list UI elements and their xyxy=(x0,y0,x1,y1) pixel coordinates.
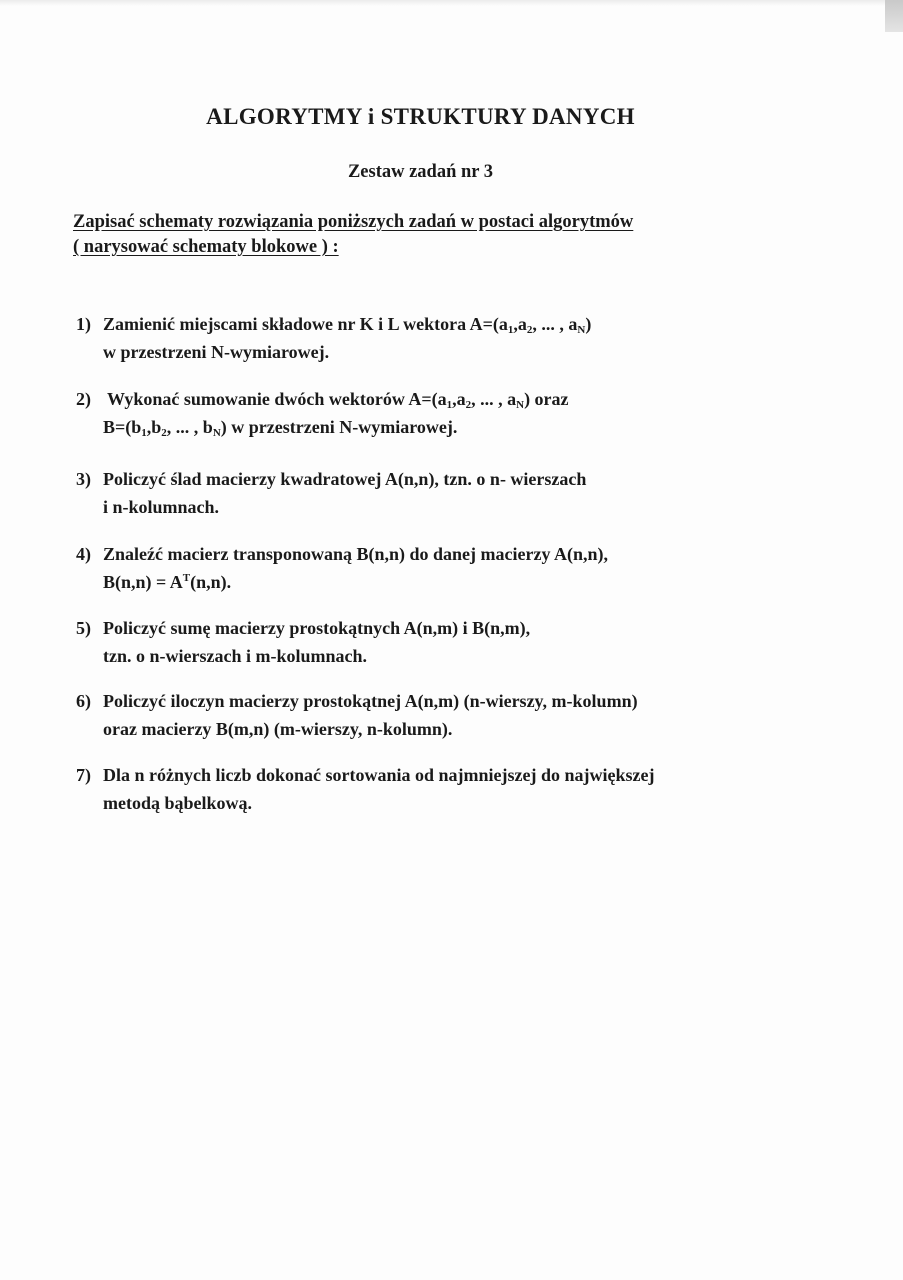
task-line-1: Dla n różnych liczb dokonać sortowania od najmniejszej do największej xyxy=(103,765,655,785)
task-line-2: tzn. o n-wierszach i m-kolumnach. xyxy=(103,646,367,666)
task-number: 5) xyxy=(76,618,91,638)
task-number: 6) xyxy=(76,691,91,711)
task-1 xyxy=(76,310,796,366)
task-line-2: metodą bąbelkową. xyxy=(103,793,253,813)
task-4 xyxy=(76,540,796,596)
task-line-1: Zamienić miejscami składowe nr K i L wektora $A=(a_1,a_2$, ... , $a_N$) xyxy=(103,314,592,336)
task-number: 3) xyxy=(76,469,91,489)
task-line-2: oraz macierzy B(m,n) (m-wierszy, n-kolumn). xyxy=(103,719,453,739)
task-2 xyxy=(76,385,796,441)
task-6 xyxy=(76,687,796,743)
task-number: 7) xyxy=(76,765,91,785)
task-line-2: $B=(b_1,b_2$, ... , $b_N$) w przestrzeni N-wymiarowej. xyxy=(103,417,458,439)
scan-shadow-top xyxy=(0,0,885,6)
task-line-1: Policzyć ślad macierzy kwadratowej A(n,n), tzn. o n- wierszach xyxy=(103,469,587,489)
instruction-line-1: Zapisać schematy rozwiązania poniższych zadań w postaci algorytmów xyxy=(73,212,634,232)
task-5 xyxy=(76,614,796,670)
instruction-text xyxy=(73,210,773,260)
task-number: 1) xyxy=(76,314,91,334)
document-subtitle: Zestaw zadań nr 3 xyxy=(347,162,494,182)
task-number: 4) xyxy=(76,544,91,564)
instruction-line-2: ( narysować schematy blokowe ) : xyxy=(73,237,339,257)
task-number: 2) xyxy=(76,389,91,409)
task-line-1: Wykonać sumowanie dwóch wektorów $A=(a_1,a_2$, ... , $a_N$) oraz xyxy=(107,389,569,411)
task-3 xyxy=(76,465,796,521)
task-line-2: i n-kolumnach. xyxy=(103,497,220,517)
scan-edge-mark xyxy=(885,0,903,32)
task-line-1: Policzyć iloczyn macierzy prostokątnej A(n,m) (n-wierszy, m-kolumn) xyxy=(103,691,638,711)
task-7 xyxy=(76,761,796,817)
task-line-2: $B(n,n) = A^T(n,n)$. xyxy=(103,572,232,592)
task-line-1: Policzyć sumę macierzy prostokątnych A(n,m) i B(n,m), xyxy=(103,618,531,638)
document-title: ALGORYTMY i STRUKTURY DANYCH xyxy=(206,104,635,129)
task-line-2: w przestrzeni N-wymiarowej. xyxy=(103,342,330,362)
task-line-1: Znaleźć macierz transponowaną B(n,n) do danej macierzy A(n,n), xyxy=(103,544,608,564)
